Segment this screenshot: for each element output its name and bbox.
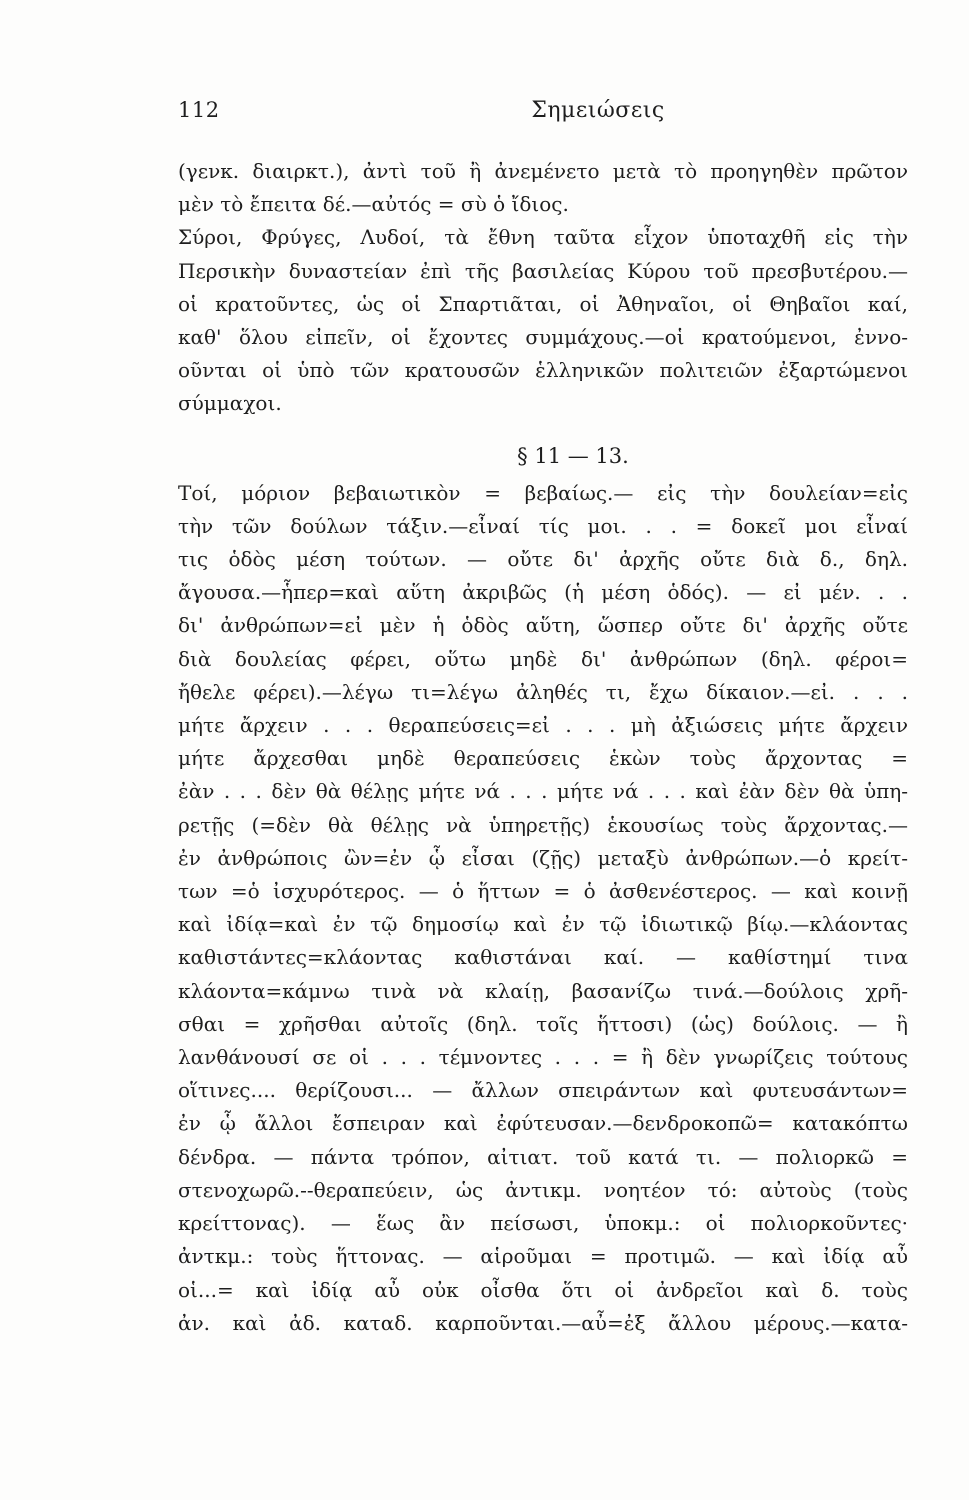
section-heading: § 11 — 13. (517, 443, 629, 468)
text-line: ἐν ἀνθρώποις ὢν=ἐν ᾧ εἶσαι (ζῇς) μεταξὺ ἀνθρώπων.—ὁ κρείτ- (178, 845, 908, 870)
text-line: καὶ ἰδίᾳ=καὶ ἐν τῷ δημοσίῳ καὶ ἐν τῷ ἰδιωτικῷ βίῳ.—κλάοντας (178, 912, 908, 937)
text-line: δι' ἀνθρώπων=εἰ μὲν ἡ ὁδὸς αὕτη, ὥσπερ οὔτε δι' ἀρχῆς οὔτε (178, 613, 908, 638)
text-line: ἀν. καὶ ἀδ. καταδ. καρποῦνται.—αὖ=ἐξ ἄλλου μέρους.—κατα- (178, 1310, 908, 1335)
text-line: διὰ δουλείας φέρει, οὕτω μηδὲ δι' ἀνθρώπων (δηλ. φέροι= (178, 646, 908, 671)
text-line: ἄγουσα.—ἧπερ=καὶ αὕτη ἀκριβῶς (ἡ μέση ὁδός). — εἰ μέν. . . (178, 580, 908, 605)
text-line: Τοί, μόριον βεβαιωτικὸν = βεβαίως.— εἰς τὴν δουλείαν=εἰς (178, 480, 908, 505)
text-line: ἀντκμ.: τοὺς ἥττονας. — αἱροῦμαι = προτιμῶ. — καὶ ἰδίᾳ αὖ (178, 1244, 908, 1269)
page-title: Σημειώσεις (531, 98, 665, 123)
text-line: ἐν ᾧ ἄλλοι ἔσπειραν καὶ ἐφύτευσαν.—δενδροκοπῶ= κατακόπτω (178, 1111, 908, 1136)
text-line: μήτε ἄρχειν . . . θεραπεύσεις=εἰ . . . μὴ ἀξιώσεις μήτε ἄρχειν (178, 713, 908, 738)
text-line: των =ὁ ἰσχυρότερος. — ὁ ἥττων = ὁ ἀσθενέστερος. — καὶ κοινῇ (178, 879, 908, 904)
page-number: 112 (178, 98, 220, 122)
text-line: δένδρα. — πάντα τρόπον, αἰτιατ. τοῦ κατά τι. — πολιορκῶ = (178, 1144, 908, 1169)
text-line: τις ὁδὸς μέση τούτων. — οὔτε δι' ἀρχῆς οὔτε διὰ δ., δηλ. (178, 547, 908, 572)
text-line: σύμμαχοι. (178, 391, 282, 416)
text-line: λανθάνουσί σε οἱ . . . τέμνοντες . . . = ἢ δὲν γνωρίζεις τούτους (178, 1045, 908, 1070)
text-line: ἤθελε φέρει).—λέγω τι=λέγω ἀληθές τι, ἔχω δίκαιον.—εἰ. . . . (178, 679, 908, 704)
text-line: οῦνται οἱ ὑπὸ τῶν κρατουσῶν ἑλληνικῶν πολιτειῶν ἐξαρτώμενοι (178, 358, 908, 383)
text-line: οἵτινες.... θερίζουσι... — ἄλλων σπειράντων καὶ φυτευσάντων= (178, 1078, 908, 1103)
text-line: τὴν τῶν δούλων τάξιν.—εἶναί τίς μοι. . . = δοκεῖ μοι εἶναί (178, 513, 908, 538)
text-line: ἐὰν . . . δὲν θὰ θέλῃς μήτε νά . . . μήτε νά . . . καὶ ἐὰν δὲν θὰ ὑπη- (178, 779, 908, 804)
notes-text (178, 155, 908, 1340)
text-line: καθ' ὅλου εἰπεῖν, οἱ ἔχοντες συμμάχους.—οἱ κρατούμενοι, ἐννο- (178, 325, 908, 350)
text-line: καθιστάντες=κλάοντας καθιστάναι καί. — καθίστημί τινα (178, 945, 908, 970)
text-line: οἱ κρατοῦντες, ὡς οἱ Σπαρτιᾶται, οἱ Ἀθηναῖοι, οἱ Θηβαῖοι καί, (178, 291, 908, 316)
text-line: κλάοντα=κάμνω τινὰ νὰ κλαίῃ, βασανίζω τινά.—δούλοις χρῆ- (178, 978, 908, 1003)
running-head (178, 98, 908, 130)
text-line: μήτε ἄρχεσθαι μηδὲ θεραπεύσεις ἑκὼν τοὺς ἄρχοντας = (178, 746, 908, 771)
text-line: ρετῇς (=δὲν θὰ θέλῃς νὰ ὑπηρετῇς) ἑκουσίως τοὺς ἄρχοντας.— (178, 812, 908, 837)
text-line: Σύροι, Φρύγες, Λυδοί, τὰ ἔθνη ταῦτα εἶχον ὑποταχθῆ εἰς τὴν (178, 225, 908, 250)
text-line: οἱ...= καὶ ἰδίᾳ αὖ οὐκ οἶσθα ὅτι οἱ ἀνδρεῖοι καὶ δ. τοὺς (178, 1277, 908, 1302)
text-line: μὲν τὸ ἔπειτα δέ.—αὐτός = σὺ ὁ ἴδιος. (178, 192, 569, 217)
text-line: σθαι = χρῆσθαι αὐτοῖς (δηλ. τοῖς ἥττοσι) (ὡς) δούλοις. — ἢ (178, 1011, 908, 1036)
text-line: κρείττονας). — ἕως ἂν πείσωσι, ὑποκμ.: οἱ πολιορκοῦντες· (178, 1211, 908, 1236)
text-line: Περσικὴν δυναστείαν ἐπὶ τῆς βασιλείας Κύρου τοῦ πρεσβυτέρου.— (178, 258, 908, 283)
text-line: στενοχωρῶ.--θεραπεύειν, ὡς ἀντικμ. νοητέον τό: αὐτοὺς (τοὺς (178, 1177, 908, 1202)
text-line: (γενκ. διαιρκτ.), ἀντὶ τοῦ ἢ ἀνεμένετο μετὰ τὸ προηγηθὲν πρῶτον (178, 159, 908, 183)
